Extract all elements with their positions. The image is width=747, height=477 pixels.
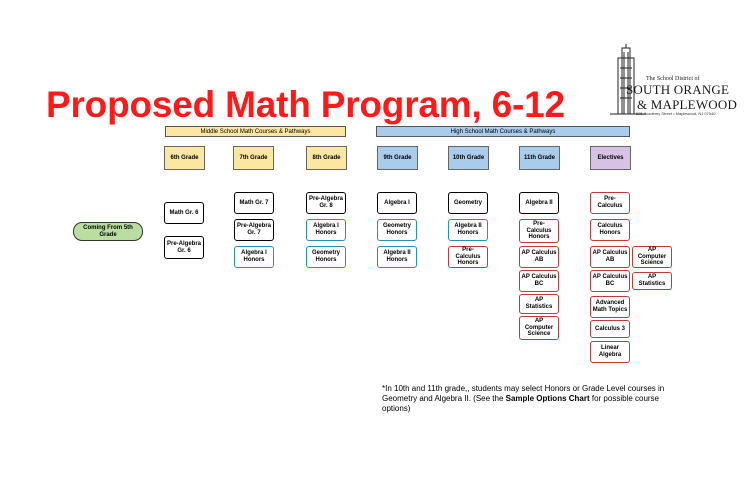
course-pre-algebra-gr7: Pre-Algebra Gr. 7 (234, 219, 274, 241)
grade-11-header: 11th Grade (519, 146, 560, 170)
course-ap-calc-bc-elective: AP Calculus BC (590, 270, 630, 292)
coming-from-5th-grade: Coming From 5th Grade (73, 222, 143, 241)
course-ap-computer-science-elective: AP Computer Science (632, 246, 672, 268)
course-precalc-honors-gr11: Pre-Calculus Honors (519, 219, 559, 243)
course-precalc-honors-gr10: Pre-Calculus Honors (448, 246, 488, 268)
logo-address: 525 Academy Street • Maplewood, NJ 07040 (636, 111, 716, 116)
grade-8-header: 8th Grade (306, 146, 347, 170)
course-geometry-honors-gr9: Geometry Honors (377, 219, 417, 241)
course-advanced-math-topics: Advanced Math Topics (590, 296, 630, 318)
course-precalculus-elective: Pre-Calculus (590, 192, 630, 214)
course-ap-calc-ab-gr11: AP Calculus AB (519, 246, 559, 268)
course-math-gr6: Math Gr. 6 (164, 202, 204, 224)
course-calculus-honors-elective: Calculus Honors (590, 219, 630, 241)
grade-10-header: 10th Grade (448, 146, 489, 170)
course-ap-calc-ab-elective: AP Calculus AB (590, 246, 630, 268)
course-ap-statistics-elective: AP Statistics (632, 272, 672, 290)
course-math-gr7: Math Gr. 7 (234, 192, 274, 214)
page-title: Proposed Math Program, 6-12 (46, 84, 565, 125)
course-algebra1-gr9: Algebra I (377, 192, 417, 214)
course-ap-computer-science-gr11: AP Computer Science (519, 316, 559, 340)
footnote-part2: for possible course options) (382, 394, 660, 413)
course-pre-algebra-gr6: Pre-Algebra Gr. 6 (164, 236, 204, 259)
course-calculus-3: Calculus 3 (590, 320, 630, 338)
course-ap-statistics-gr11: AP Statistics (519, 294, 559, 314)
course-algebra1-honors-gr7: Algebra I Honors (234, 246, 274, 268)
course-geometry-honors-gr8: Geometry Honors (306, 246, 346, 268)
course-algebra2-honors-gr10: Algebra II Honors (448, 219, 488, 241)
logo-line1: The School District of (646, 76, 700, 82)
grade-9-header: 9th Grade (377, 146, 418, 170)
course-algebra2-honors-gr9: Algebra II Honors (377, 246, 417, 268)
sample-options-chart-reference: Sample Options Chart (505, 394, 590, 403)
course-geometry-gr10: Geometry (448, 192, 488, 214)
electives-header: Electives (590, 146, 631, 170)
footnote-part1: *In 10th and 11th grade,, students may select Honors or Grade Level courses in Geometry and Algebra II. (See the (382, 384, 665, 403)
course-pre-algebra-gr8: Pre-Algebra Gr. 8 (306, 192, 346, 214)
grade-6-header: 6th Grade (164, 146, 205, 170)
course-linear-algebra: Linear Algebra (590, 341, 630, 363)
logo-line2: SOUTH ORANGE (626, 82, 730, 97)
footnote (382, 384, 682, 414)
course-ap-calc-bc-gr11: AP Calculus BC (519, 270, 559, 292)
high-school-header: High School Math Courses & Pathways (376, 126, 630, 137)
course-algebra1-honors-gr8: Algebra I Honors (306, 219, 346, 241)
course-algebra2-gr11: Algebra II (519, 192, 559, 214)
grade-7-header: 7th Grade (233, 146, 274, 170)
district-logo (602, 44, 738, 116)
middle-school-header: Middle School Math Courses & Pathways (165, 126, 346, 137)
logo-line3: & MAPLEWOOD (637, 97, 738, 112)
